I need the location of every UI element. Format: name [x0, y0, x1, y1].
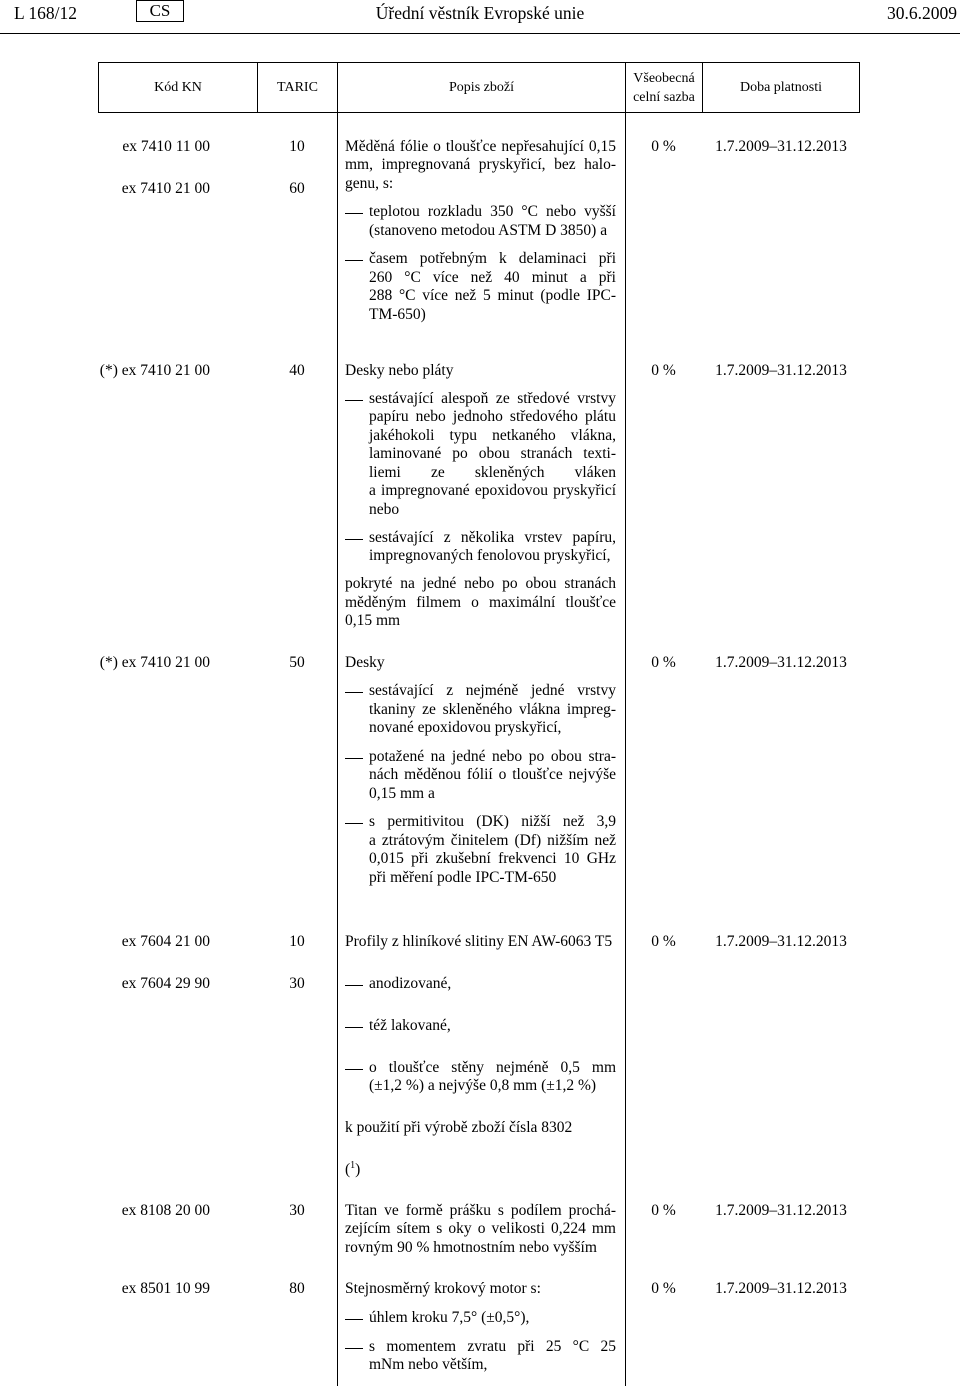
- col-header-label: TARIC: [277, 80, 318, 95]
- description-dash-item: [345, 975, 616, 994]
- description-line: Desky: [345, 653, 385, 671]
- taric-code: 10: [289, 932, 305, 950]
- validity-period: 1.7.2009–31.12.2013: [715, 361, 847, 379]
- description-line: úhlem kroku 7,5° (±0,5°),: [369, 1308, 530, 1326]
- dash-marker: [345, 213, 363, 214]
- description-line: Profily z hliníkové slitiny EN AW-6063 T5: [345, 932, 613, 950]
- description-line: nované epoxidovou pryskyřicí,: [369, 719, 562, 737]
- description-line: a impregnované epoxidovou pryskyřicí: [369, 482, 616, 500]
- cn-code-cell: [0, 933, 210, 994]
- description-line: Měděná fólie o tloušťce nepřesahující 0,15: [345, 137, 616, 155]
- description-line: o tloušťce stěny nejméně 0,5 mm: [369, 1058, 616, 1076]
- description-cell: [345, 1202, 616, 1258]
- description-line: teplotou rozkladu 350 °C nebo vyšší: [369, 203, 616, 221]
- description-paragraph: [345, 1202, 616, 1258]
- description-line: měděným filmem o maximální tloušťce: [345, 593, 616, 611]
- description-line: Stejnosměrný krokový motor s:: [345, 1279, 541, 1297]
- cn-code-cell: [0, 138, 210, 199]
- description-dash-item: [345, 748, 616, 804]
- taric-code: 30: [289, 974, 305, 992]
- description-line: (stanoveno metodou ASTM D 3850) a: [369, 221, 608, 239]
- taric-cell: [257, 1280, 337, 1299]
- duty-rate: 0 %: [651, 361, 676, 379]
- description-line: 260 °C více než 40 minut a při: [369, 268, 616, 286]
- description-paragraph: [345, 1119, 616, 1138]
- duty-rate: 0 %: [651, 137, 676, 155]
- duty-rate: 0 %: [651, 932, 676, 950]
- taric-code: 50: [289, 653, 305, 671]
- dash-marker: [345, 823, 363, 824]
- validity-period: 1.7.2009–31.12.2013: [715, 137, 847, 155]
- description-dash-item: [345, 390, 616, 520]
- description-line: rovným 90 % hmotnostním nebo vyšším: [345, 1238, 597, 1256]
- taric-cell: [257, 1202, 337, 1221]
- cn-code: ex 7604 29 90: [121, 974, 210, 992]
- dash-marker: [345, 400, 363, 401]
- description-dash-item: [345, 1017, 616, 1036]
- description-dash-item: [345, 1338, 616, 1375]
- table-header: [98, 62, 860, 113]
- description-dash-item: [345, 529, 616, 566]
- description-cell: [345, 1280, 616, 1375]
- duty-rate: 0 %: [651, 653, 676, 671]
- cn-code-cell: [0, 362, 210, 381]
- description-line: laminované po obou stranách texti-: [369, 445, 616, 463]
- description-line: Desky nebo pláty: [345, 361, 454, 379]
- dash-marker: [345, 1319, 363, 1320]
- description-line: s momentem zvratu při 25 °C 25: [369, 1337, 616, 1355]
- description-line: jakéhokoli typu netkaného vlákna,: [369, 426, 616, 444]
- description-cell: [345, 933, 616, 1180]
- description-dash-item: [345, 203, 616, 240]
- description-line: potažené na jedné nebo po obou stra-: [369, 747, 616, 765]
- description-paragraph: [345, 654, 616, 673]
- cn-code: (*) ex 7410 21 00: [99, 653, 210, 671]
- taric-code: 10: [289, 137, 305, 155]
- description-paragraph: [345, 575, 616, 631]
- cn-code: ex 8108 20 00: [121, 1201, 210, 1219]
- cn-code: ex 8501 10 99: [121, 1279, 210, 1297]
- description-cell: [345, 654, 616, 888]
- col-header-label: Popis zboží: [449, 80, 514, 95]
- journal-title: Úřední věstník Evropské unie: [375, 3, 585, 23]
- description-line: 288 °C více než 5 minut (podle IPC-: [369, 287, 616, 305]
- cn-code: (*) ex 7410 21 00: [99, 361, 210, 379]
- duty-rate: 0 %: [651, 1279, 676, 1297]
- taric-cell: [257, 138, 337, 199]
- cn-code-cell: [0, 1202, 210, 1221]
- description-line: nách měděnou fólií o tloušťce nejvýše: [369, 766, 616, 784]
- header-rule: [0, 33, 960, 34]
- description-line: časem potřebným k delaminaci při: [369, 250, 616, 268]
- column-divider: [625, 112, 626, 1386]
- taric-cell: [257, 933, 337, 994]
- description-dash-item: [345, 682, 616, 738]
- col-header-description: [338, 63, 626, 112]
- description-line: sestávající z několika vrstev papíru,: [369, 528, 616, 546]
- dash-marker: [345, 692, 363, 693]
- description-paragraph: [345, 138, 616, 194]
- taric-cell: [257, 654, 337, 673]
- page-ref: L 168/12: [14, 3, 78, 23]
- description-line: Titan ve formě prášku s podílem prochá-: [345, 1201, 616, 1219]
- description-line: mm, impregnovaná pryskyřicí, bez halo-: [345, 156, 616, 174]
- description-line: též lakované,: [369, 1016, 451, 1034]
- dash-marker: [345, 1348, 363, 1349]
- description-dash-item: [345, 250, 616, 324]
- description-line: pokryté na jedné nebo po obou stranách: [345, 575, 616, 593]
- description-line: 0,15 mm a: [369, 784, 435, 802]
- col-header-label: Všeobecná: [633, 70, 695, 86]
- description-line: s permitivitou (DK) nižší než 3,9: [369, 813, 616, 831]
- col-header-taric: [258, 63, 338, 112]
- col-header-duty: [626, 63, 703, 112]
- dash-marker: [345, 539, 363, 540]
- description-paragraph: [345, 1280, 616, 1299]
- taric-code: 30: [289, 1201, 305, 1219]
- taric-code: 80: [289, 1279, 305, 1297]
- description-line: při měření podle IPC-TM-650: [369, 868, 557, 886]
- description-line: zejícím sítem s oky o velikosti 0,224 mm: [345, 1220, 616, 1238]
- description-line: TM-650): [369, 305, 426, 323]
- col-header-cn-code: [99, 63, 258, 112]
- language-badge: CS: [136, 0, 184, 22]
- dash-marker: [345, 985, 363, 986]
- footnote-ref: [345, 1161, 616, 1180]
- dash-marker: [345, 1027, 363, 1028]
- dash-marker: [345, 260, 363, 261]
- footnote-open: (: [345, 1161, 351, 1179]
- validity-period: 1.7.2009–31.12.2013: [715, 653, 847, 671]
- duty-rate: 0 %: [651, 1201, 676, 1219]
- description-dash-item: [345, 1059, 616, 1096]
- description-line: 0,015 při zkušební frekvenci 10 GHz: [369, 850, 616, 868]
- description-line: sestávající z nejméně jedné vrstvy: [369, 682, 616, 700]
- cn-code: ex 7410 21 00: [121, 179, 210, 197]
- cn-code-cell: [0, 654, 210, 673]
- description-dash-item: [345, 813, 616, 887]
- validity-period: 1.7.2009–31.12.2013: [715, 1201, 847, 1219]
- description-line: mNm nebo větším,: [369, 1356, 488, 1374]
- description-dash-item: [345, 1309, 616, 1328]
- footnote-close: ): [355, 1161, 361, 1179]
- publication-date: 30.6.2009: [887, 3, 957, 23]
- validity-period: 1.7.2009–31.12.2013: [715, 932, 847, 950]
- description-line: tkaniny ze skleněného vlákna impreg-: [369, 700, 616, 718]
- cn-code-cell: [0, 1280, 210, 1299]
- description-line: liemi ze skleněných vláken: [369, 463, 616, 481]
- taric-cell: [257, 362, 337, 381]
- description-line: k použití při výrobě zboží čísla 8302: [345, 1119, 573, 1137]
- description-cell: [345, 362, 616, 631]
- description-line: 0,15 mm: [345, 612, 401, 630]
- taric-code: 40: [289, 361, 305, 379]
- validity-period: 1.7.2009–31.12.2013: [715, 1279, 847, 1297]
- description-line: a ztrátovým činitelem (Df) nižším než: [369, 831, 616, 849]
- dash-marker: [345, 758, 363, 759]
- cn-code: ex 7604 21 00: [121, 932, 210, 950]
- description-paragraph: [345, 362, 616, 381]
- description-line: (±1,2 %) a nejvýše 0,8 mm (±1,2 %): [369, 1077, 597, 1095]
- taric-code: 60: [289, 179, 305, 197]
- description-line: impregnovaných fenolovou pryskyřicí,: [369, 547, 611, 565]
- description-line: genu, s:: [345, 174, 394, 192]
- description-line: nebo: [369, 500, 400, 518]
- description-paragraph: [345, 933, 616, 952]
- col-header-validity: [703, 63, 859, 112]
- column-divider: [337, 112, 338, 1386]
- description-line: papíru nebo jednoho středového plátu: [369, 408, 616, 426]
- col-header-label: Doba platnosti: [739, 80, 823, 95]
- description-line: anodizované,: [369, 974, 452, 992]
- cn-code: ex 7410 11 00: [122, 137, 210, 155]
- dash-marker: [345, 1069, 363, 1070]
- col-header-label: Kód KN: [154, 80, 202, 95]
- description-cell: [345, 138, 616, 325]
- description-line: sestávající alespoň ze středové vrstvy: [369, 389, 616, 407]
- col-header-label: celní sazba: [633, 89, 695, 105]
- footnote-number: 1: [350, 1160, 356, 1172]
- footnote-line: [345, 1161, 616, 1180]
